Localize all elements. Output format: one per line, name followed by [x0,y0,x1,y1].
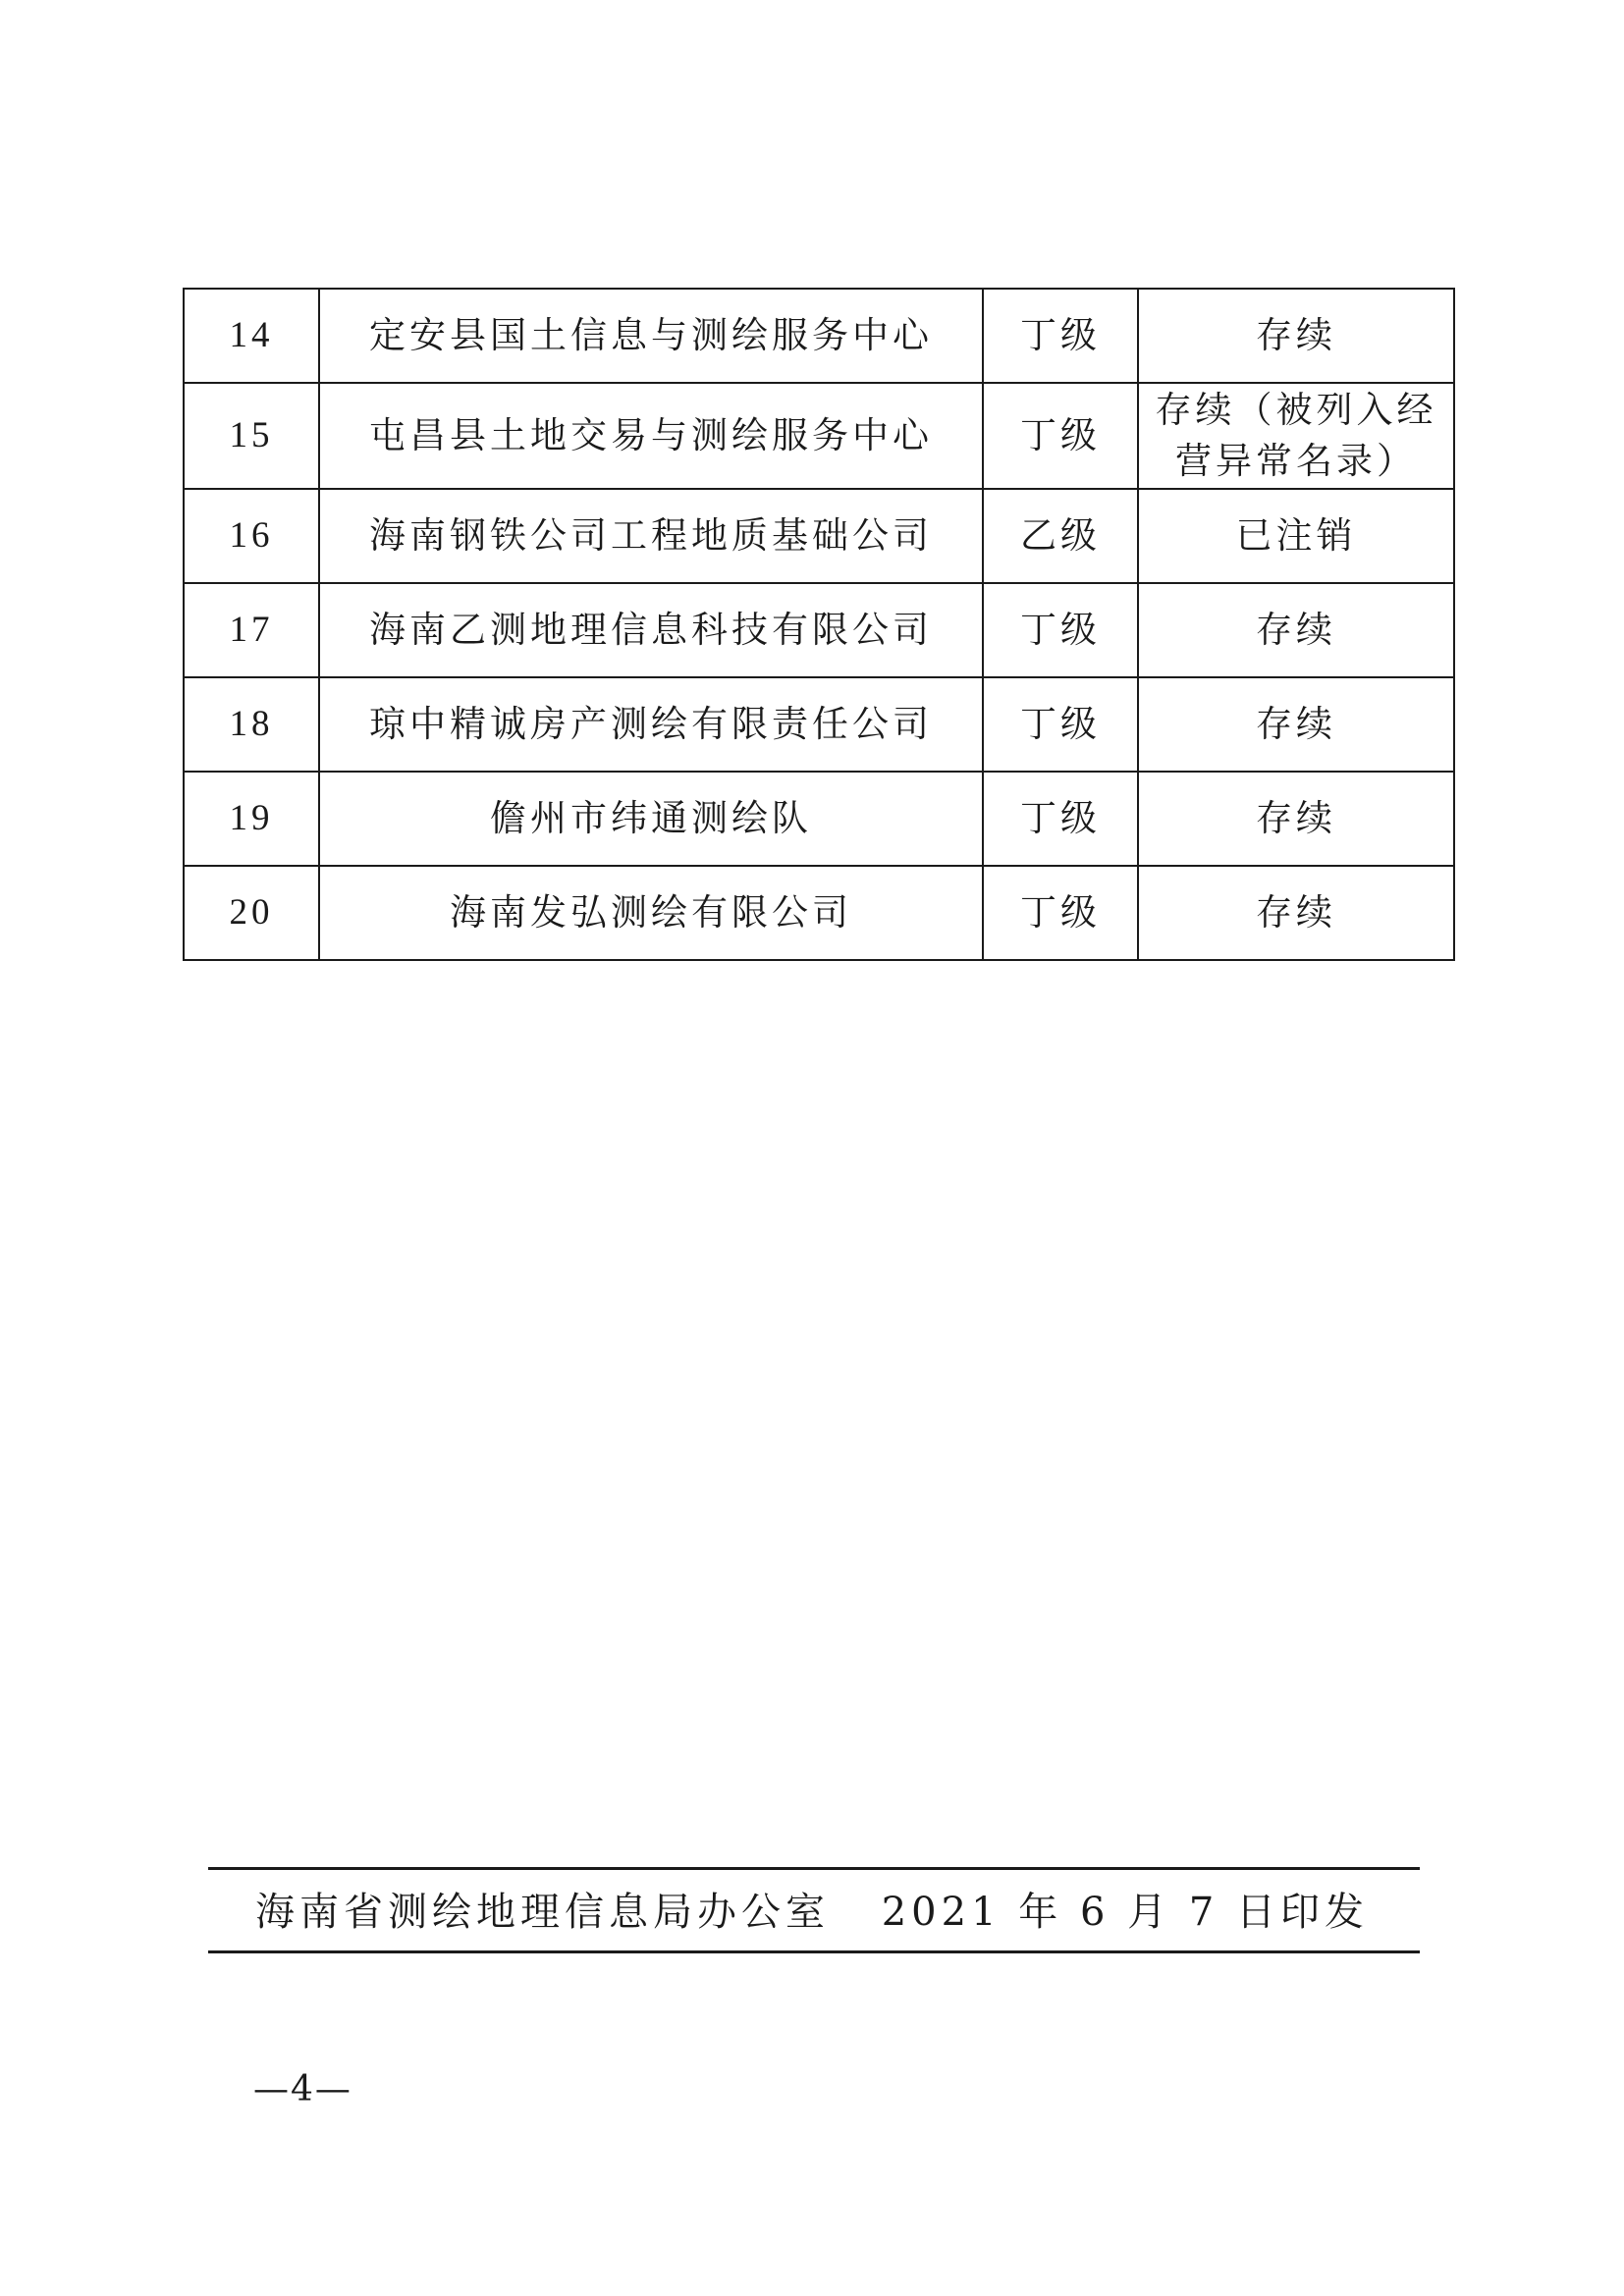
unit-name: 海南钢铁公司工程地质基础公司 [319,489,983,583]
row-number: 20 [184,866,319,960]
qualification-grade: 丁级 [983,772,1138,866]
row-number: 18 [184,677,319,772]
registry-table [183,288,1455,961]
table-row [184,489,1454,583]
status: 已注销 [1138,489,1454,583]
qualification-grade: 丁级 [983,866,1138,960]
qualification-grade: 丁级 [983,289,1138,383]
issue-date: 2021 年 6 月 7 日印发 [881,1890,1369,1935]
unit-name: 海南发弘测绘有限公司 [319,866,983,960]
row-number: 16 [184,489,319,583]
row-number: 14 [184,289,319,383]
issuing-office: 海南省测绘地理信息局办公室 [255,1890,830,1935]
qualification-grade: 丁级 [983,583,1138,677]
table-row [184,866,1454,960]
table-row [184,289,1454,383]
status: 存续 [1138,289,1454,383]
table-row [184,583,1454,677]
status: 存续 [1138,677,1454,772]
unit-name: 屯昌县土地交易与测绘服务中心 [319,383,983,489]
qualification-grade: 乙级 [983,489,1138,583]
qualification-grade: 丁级 [983,677,1138,772]
row-number: 19 [184,772,319,866]
row-number: 17 [184,583,319,677]
unit-name: 琼中精诚房产测绘有限责任公司 [319,677,983,772]
page-number: —4— [253,2069,352,2109]
unit-name: 海南乙测地理信息科技有限公司 [319,583,983,677]
status: 存续（被列入经营异常名录） [1138,383,1454,489]
table-row [184,772,1454,866]
table-row [184,383,1454,489]
status: 存续 [1138,583,1454,677]
qualification-grade: 丁级 [983,383,1138,489]
issuance-footer [208,1867,1420,1953]
table-row [184,677,1454,772]
unit-name: 儋州市纬通测绘队 [319,772,983,866]
status: 存续 [1138,772,1454,866]
unit-name: 定安县国土信息与测绘服务中心 [319,289,983,383]
status: 存续 [1138,866,1454,960]
row-number: 15 [184,383,319,489]
